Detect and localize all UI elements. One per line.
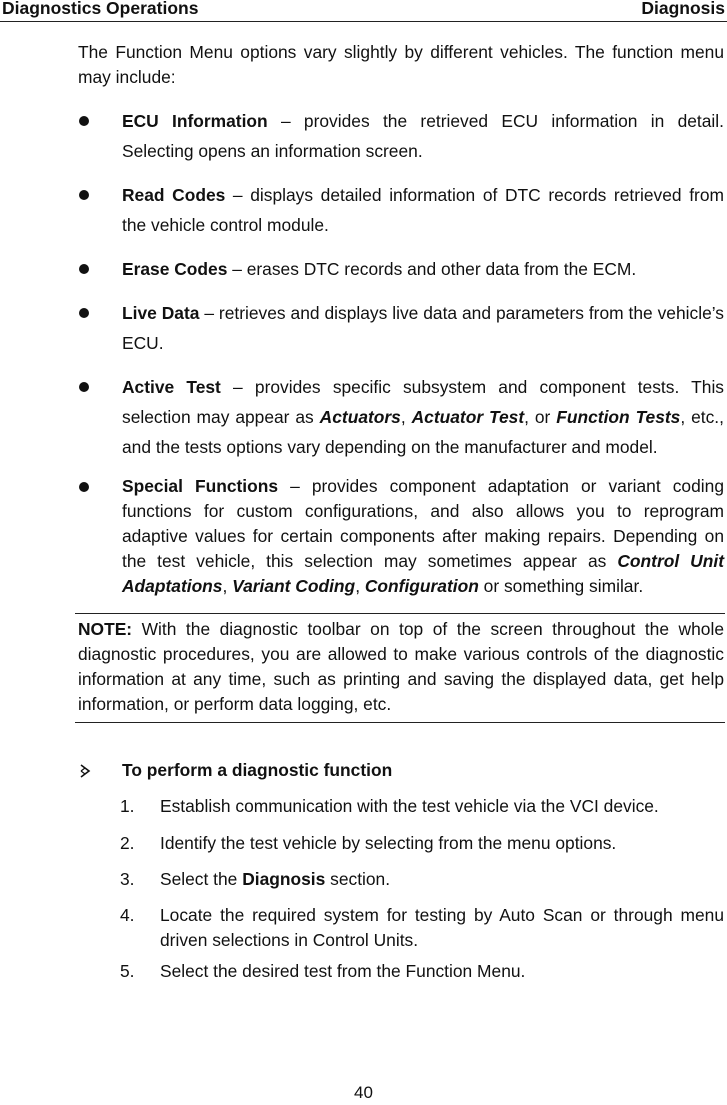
- step-text: Establish communication with the test vehicle via the VCI device.: [160, 796, 659, 816]
- step-emphasis: Diagnosis: [242, 869, 326, 889]
- step-item: [120, 867, 724, 892]
- main-content: [78, 40, 724, 599]
- step-text: Identify the test vehicle by selecting from the menu options.: [160, 833, 617, 853]
- list-item: [78, 298, 724, 358]
- term: Read Codes: [122, 185, 226, 205]
- alt-name: Control Unit Adaptations: [122, 551, 724, 596]
- description: – provides component adaptation or variant coding functions for custom configurations, and also allows you to reprogram adaptive values for certain components after making repairs. Depending on the test vehicle, this selection may sometimes appear as: [122, 476, 724, 571]
- term: Active Test: [122, 377, 221, 397]
- procedure-steps: [120, 794, 724, 984]
- step-number: 2.: [120, 833, 135, 853]
- description: – provides the retrieved ECU information in detail. Selecting opens an information screen.: [122, 111, 724, 161]
- bullet-icon: [79, 308, 89, 318]
- bullet-icon: [79, 482, 89, 492]
- step-item: [120, 794, 724, 819]
- list-item: [78, 106, 724, 166]
- intro-paragraph: The Function Menu options vary slightly by different vehicles. The function menu may include:: [78, 42, 724, 87]
- step-item: [120, 903, 724, 953]
- description: – erases DTC records and other data from the ECM.: [227, 259, 637, 279]
- list-item: [78, 474, 724, 599]
- page-number: 40: [354, 1083, 373, 1102]
- term: Live Data: [122, 303, 200, 323]
- page-header: [0, 0, 727, 22]
- alt-name: Variant Coding: [232, 576, 356, 596]
- description: – retrieves and displays live data and parameters from the vehicle’s ECU.: [122, 303, 724, 353]
- header-chapter-title: Diagnosis: [641, 0, 725, 18]
- separator: ,: [222, 576, 233, 596]
- alt-name: Actuators: [319, 407, 401, 427]
- term: Erase Codes: [122, 259, 228, 279]
- alt-name: Actuator Test: [411, 407, 525, 427]
- step-text: section.: [325, 869, 391, 889]
- step-text: Select the: [160, 869, 243, 889]
- alt-name: Function Tests: [556, 407, 681, 427]
- alt-name: Configuration: [364, 576, 479, 596]
- term: ECU Information: [122, 111, 268, 131]
- procedure-title: To perform a diagnostic function: [122, 760, 393, 780]
- step-item: [120, 831, 724, 856]
- header-section-title: Diagnostics Operations: [2, 0, 199, 18]
- bullet-icon: [79, 190, 89, 200]
- function-menu-list: [78, 106, 724, 599]
- procedure-heading: [78, 760, 392, 781]
- step-text: Select the desired test from the Function Menu.: [160, 961, 526, 981]
- description: or something similar.: [478, 576, 644, 596]
- description: , etc., and the tests options vary depending on the manufacturer and model.: [122, 407, 724, 457]
- note-text: With the diagnostic toolbar on top of the screen throughout the whole diagnostic procedures, you are allowed to make various controls of the diagnostic information at any time, such as printing and saving the displayed data, get help information, or perform data logging, etc.: [78, 619, 724, 714]
- list-item: [78, 180, 724, 240]
- separator: ,: [400, 407, 412, 427]
- bullet-icon: [79, 382, 89, 392]
- description: – displays detailed information of DTC records retrieved from the vehicle control module.: [122, 185, 724, 235]
- list-item: [78, 254, 724, 284]
- step-item: [120, 959, 724, 984]
- note-label: NOTE:: [78, 619, 133, 639]
- bullet-icon: [79, 116, 89, 126]
- step-number: 4.: [120, 905, 135, 925]
- list-item: [78, 372, 724, 462]
- step-number: 3.: [120, 869, 135, 889]
- bullet-icon: [79, 264, 89, 274]
- arrow-bullet-icon: [78, 764, 92, 778]
- step-text: Locate the required system for testing by Auto Scan or through menu driven selections in Control Units.: [160, 905, 724, 950]
- separator: , or: [524, 407, 557, 427]
- step-number: 5.: [120, 961, 135, 981]
- term: Special Functions: [122, 476, 279, 496]
- description: – provides specific subsystem and component tests. This selection may appear as: [122, 377, 724, 427]
- separator: ,: [355, 576, 365, 596]
- step-number: 1.: [120, 796, 135, 816]
- note-box: [75, 613, 725, 723]
